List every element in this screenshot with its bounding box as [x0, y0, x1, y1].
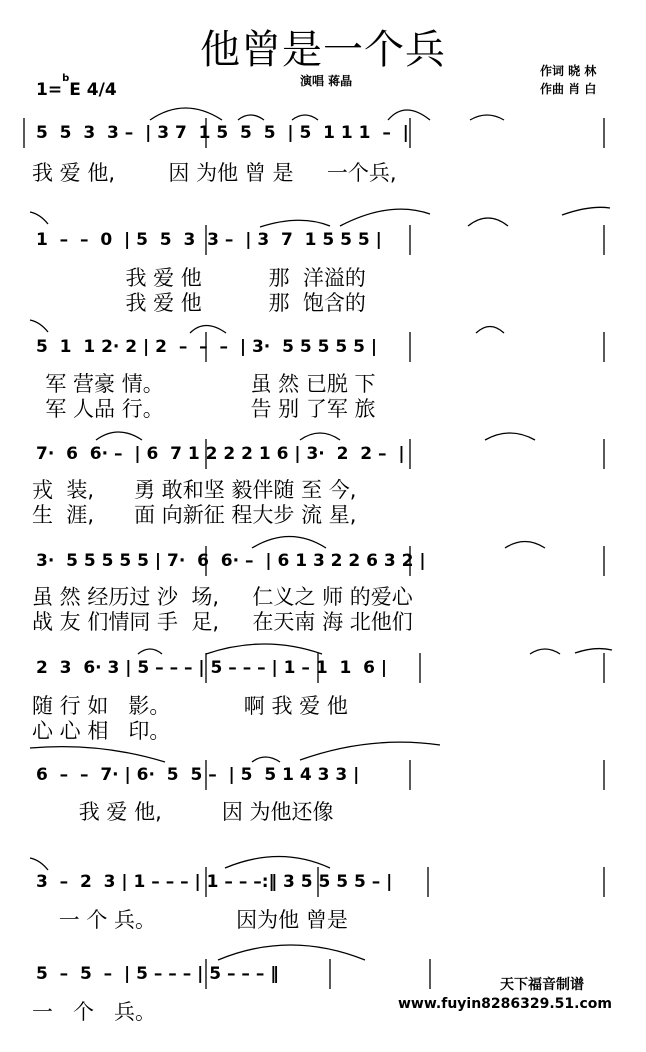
lyric-line-1-verse-1: 我 爱 他, 因 为他 曾 是 一个兵,	[32, 161, 397, 185]
slur-mark	[30, 747, 165, 762]
slur-mark	[225, 857, 330, 869]
slur-mark	[190, 326, 226, 334]
bar-line	[24, 118, 604, 148]
notation-line-3: 5 1 1 2· 2 | 2 – – – | 3· 5 5 5 5 5 |	[36, 337, 378, 357]
slur-mark	[468, 218, 508, 226]
singer-credit: 演唱 蒋晶	[300, 74, 353, 88]
lyric-line-5-verse-1: 虽 然 经历过 沙 场, 仁义之 师 的爱心	[32, 585, 413, 609]
key-prefix: 1=	[36, 80, 63, 100]
slur-mark	[530, 649, 560, 654]
lyric-line-3-verse-2: 军 人品 行。 告 别 了军 旅	[32, 397, 376, 421]
bar-line	[206, 867, 604, 897]
slur-mark	[30, 320, 48, 332]
slur-mark	[238, 115, 264, 120]
lyric-line-2-verse-1: 我 爱 他 那 洋溢的	[32, 266, 366, 290]
slur-mark	[505, 542, 545, 549]
score-maker: 天下福音制谱	[500, 977, 584, 993]
flat-sign: b	[62, 73, 70, 85]
slur-mark	[218, 945, 365, 960]
slur-mark	[388, 110, 430, 120]
bar-line	[206, 439, 604, 469]
bar-line	[206, 332, 604, 362]
slur-mark	[260, 220, 330, 227]
composer-credit: 作曲 肖 白	[540, 82, 597, 96]
lyric-line-7-verse-1: 我 爱 他, 因 为他还像	[32, 800, 334, 824]
notation-line-1: 5 5 3 3 – | 3 7 1 5 5 5 | 5 1 1 1 – |	[36, 123, 409, 143]
lyric-line-6-verse-2: 心 心 相 印。	[32, 719, 171, 743]
slur-mark	[340, 209, 430, 226]
bar-line	[206, 653, 604, 683]
notation-line-8: 3 – 2 3 | 1 – – – | 1 – – –:‖ 3 5 5 5 5 – |	[36, 872, 393, 892]
lyric-line-4-verse-1: 戎 装, 勇 敢和坚 毅伴随 至 今,	[32, 478, 357, 502]
time-signature: 4/4	[86, 80, 117, 100]
lyric-line-3-verse-1: 军 营豪 情。 虽 然 已脱 下	[32, 372, 376, 396]
slur-mark	[30, 212, 48, 224]
notation-line-2: 1 – – 0 | 5 5 3 3 – | 3 7 1 5 5 5 |	[36, 230, 382, 250]
notation-line-6: 2 3 6· 3 | 5 – – – | 5 – – – | 1 – 1 1 6 |	[36, 658, 388, 678]
lyric-line-2-verse-2: 我 爱 他 那 饱含的	[32, 291, 366, 315]
notation-line-4: 7· 6 6· – | 6 7 1 2 2 2 1 6 | 3· 2 2 – |	[36, 444, 405, 464]
lyric-line-5-verse-2: 战 友 们情同 手 足, 在天南 海 北他们	[32, 610, 413, 634]
lyricist-credit: 作词 晓 林	[540, 64, 597, 78]
slur-mark	[300, 433, 340, 440]
slur-mark	[252, 537, 326, 549]
lyric-line-4-verse-2: 生 涯, 面 向新征 程大步 流 星,	[32, 503, 357, 527]
bar-line	[206, 225, 604, 255]
notation-line-5: 3· 5 5 5 5 5 | 7· 6 6· – | 6 1 3 2 2 6 3 2 |	[36, 551, 426, 571]
slur-mark	[292, 115, 318, 120]
notation-line-7: 6 – – 7· | 6· 5 5 – | 5 5 1 4 3 3 |	[36, 765, 360, 785]
bar-line	[206, 760, 604, 790]
lyric-line-6-verse-1: 随 行 如 影。 啊 我 爱 他	[32, 694, 348, 718]
slur-mark	[300, 742, 440, 760]
bar-line	[206, 959, 430, 989]
lyric-line-9-verse-1: 一 个 兵。	[32, 1000, 157, 1024]
song-title: 他曾是一个兵	[200, 27, 446, 73]
slur-mark	[476, 327, 504, 334]
slur-mark	[206, 644, 322, 654]
slur-mark	[30, 858, 48, 870]
notation-line-9: 5 – 5 – | 5 – – – | 5 – – – ‖	[36, 964, 279, 984]
slur-mark	[470, 115, 504, 120]
slur-mark	[485, 433, 535, 440]
slur-mark	[562, 207, 610, 215]
slur-mark	[138, 649, 162, 654]
slur-mark	[575, 649, 612, 653]
lyric-line-8-verse-1: 一 个 兵。 因为他 曾是	[32, 908, 348, 932]
bar-line	[206, 546, 604, 576]
slur-mark	[150, 108, 222, 120]
source-url: www.fuyin8286329.51.com	[398, 996, 612, 1012]
slur-mark	[96, 432, 142, 440]
slur-mark	[252, 757, 280, 762]
key-note: E	[69, 80, 81, 100]
